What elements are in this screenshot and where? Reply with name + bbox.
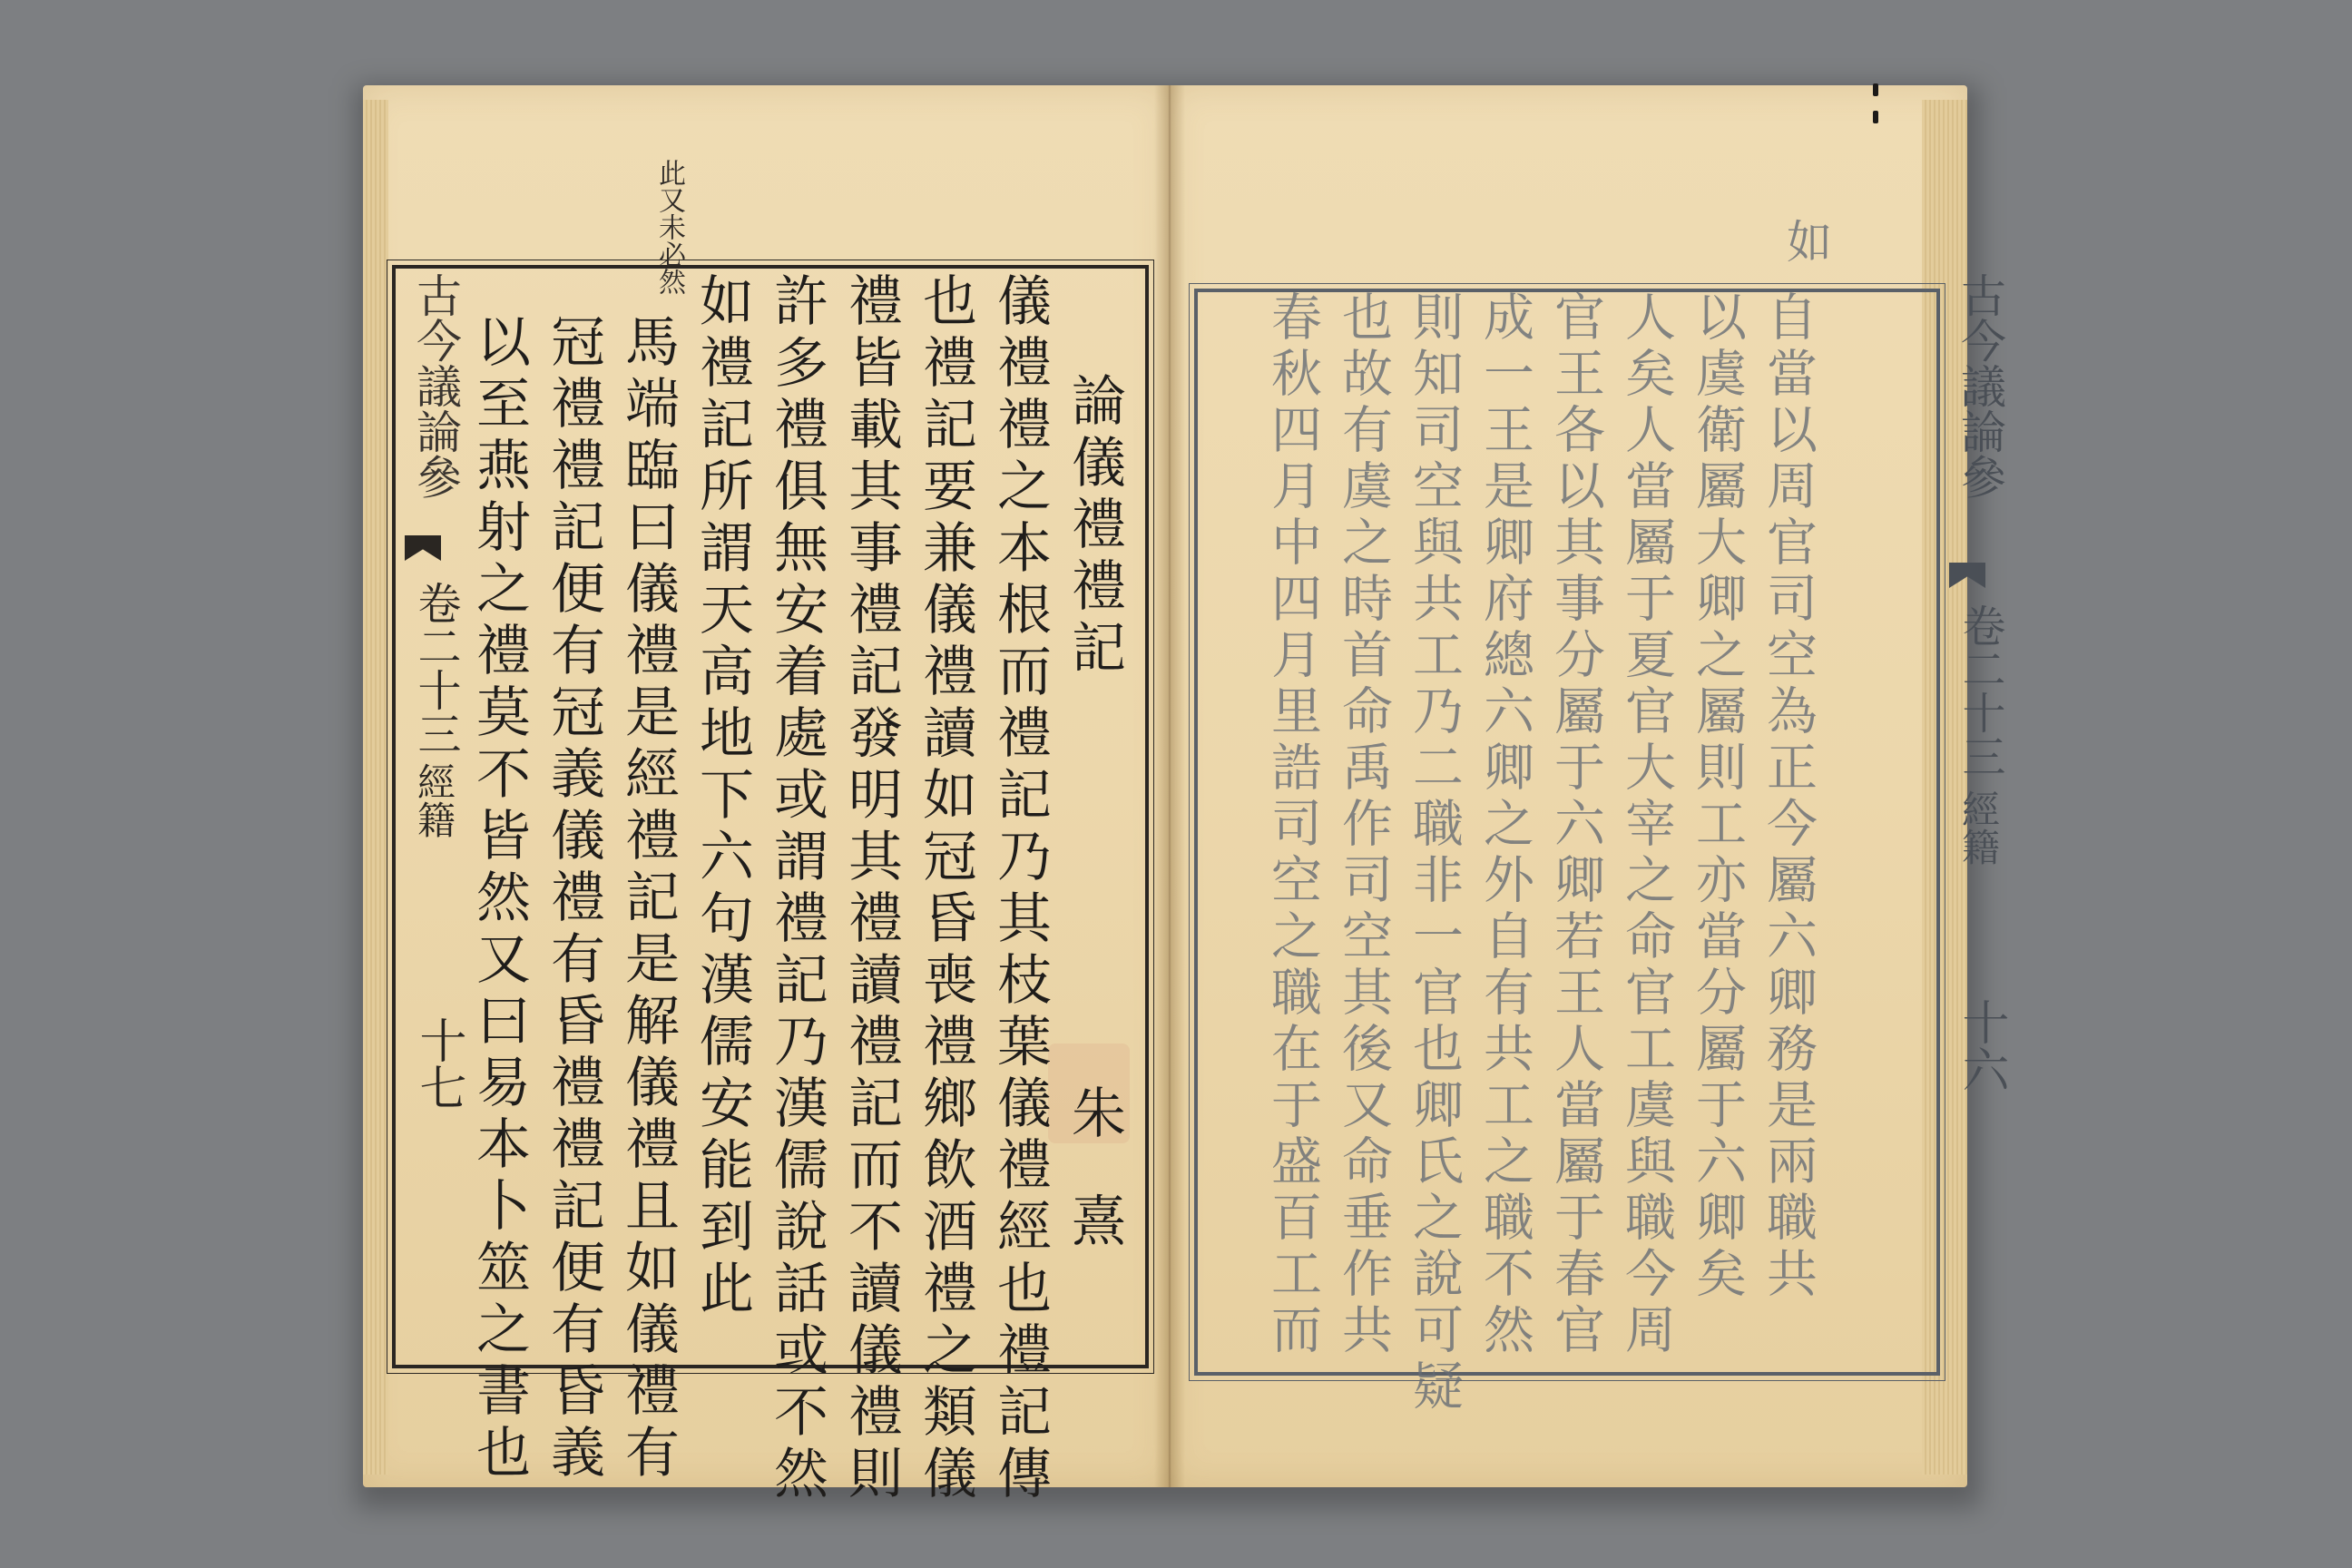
left-page-edge — [363, 100, 388, 1475]
binding-hole — [1873, 111, 1878, 123]
body-column-2: 也禮記要兼儀禮讀如冠昏喪禮鄉飲酒禮之類儀 — [914, 272, 977, 1506]
book-gutter — [1154, 85, 1185, 1487]
left-strip-section: 經籍 — [412, 762, 456, 838]
binding-hole — [1873, 83, 1878, 96]
right-body-column-3: 人矣人當屬于夏官大宰之命官工虞與職今周 — [1617, 290, 1676, 1359]
body-column-7: 冠禮禮記便有冠義儀禮有昏禮禮記便有昏義 — [542, 313, 605, 1485]
right-strip-juan: 卷二十三 — [1955, 603, 2005, 778]
body-column-8: 以至燕射之禮莫不皆然又曰易本卜筮之書也 — [467, 313, 531, 1485]
body-column-6: 馬端臨曰儀禮是經禮記是解儀禮且如儀禮有 — [616, 313, 680, 1485]
right-body-column-1: 自當以周官司空為正今屬六卿務是兩職共 — [1759, 290, 1818, 1303]
right-strip-book-title: 古今議論參 — [1954, 272, 2006, 499]
author-name: 朱 熹 — [1063, 1084, 1126, 1266]
right-strip-section: 經籍 — [1956, 789, 2001, 866]
right-body-column-2: 以虞衛屬大卿之屬則工亦當分屬于六卿矣 — [1688, 290, 1747, 1303]
right-body-column-8: 春秋四月中四月里誥司空之職在于盛百工而 — [1263, 290, 1322, 1359]
right-body-column-5: 成一王是卿府總六卿之外自有共工之職不然 — [1475, 290, 1534, 1359]
left-strip-page-number: 十七 — [411, 1016, 466, 1111]
left-strip-juan: 卷二十三 — [410, 581, 461, 755]
right-body-column-4: 官王各以其事分屬于六卿若王人當屬于春官 — [1546, 290, 1605, 1359]
body-column-5: 如禮記所謂天高地下六句漢儒安能到此 — [691, 272, 754, 1321]
right-top-line: 如 — [1779, 218, 1832, 269]
body-column-4: 許多禮俱無安着處或謂禮記乃漢儒說話或不然 — [765, 272, 828, 1506]
right-body-column-6: 則知司空與共工乃二職非一官也卿氏之說可疑 — [1405, 290, 1464, 1416]
section-title: 論儀禮禮記 — [1063, 372, 1126, 681]
body-column-3: 禮皆載其事禮記發明其禮讀禮記而不讀儀禮則 — [839, 272, 903, 1506]
right-body-column-7: 也故有虞之時首命禹作司空其後又命垂作共 — [1334, 290, 1393, 1359]
body-column-1: 儀禮禮之本根而禮記乃其枝葉儀禮經也禮記傳 — [988, 272, 1052, 1506]
left-strip-book-title: 古今議論參 — [409, 272, 462, 499]
margin-annotation: 此又未必然 — [653, 159, 685, 295]
right-strip-page-number: 十六 — [1954, 998, 2008, 1093]
